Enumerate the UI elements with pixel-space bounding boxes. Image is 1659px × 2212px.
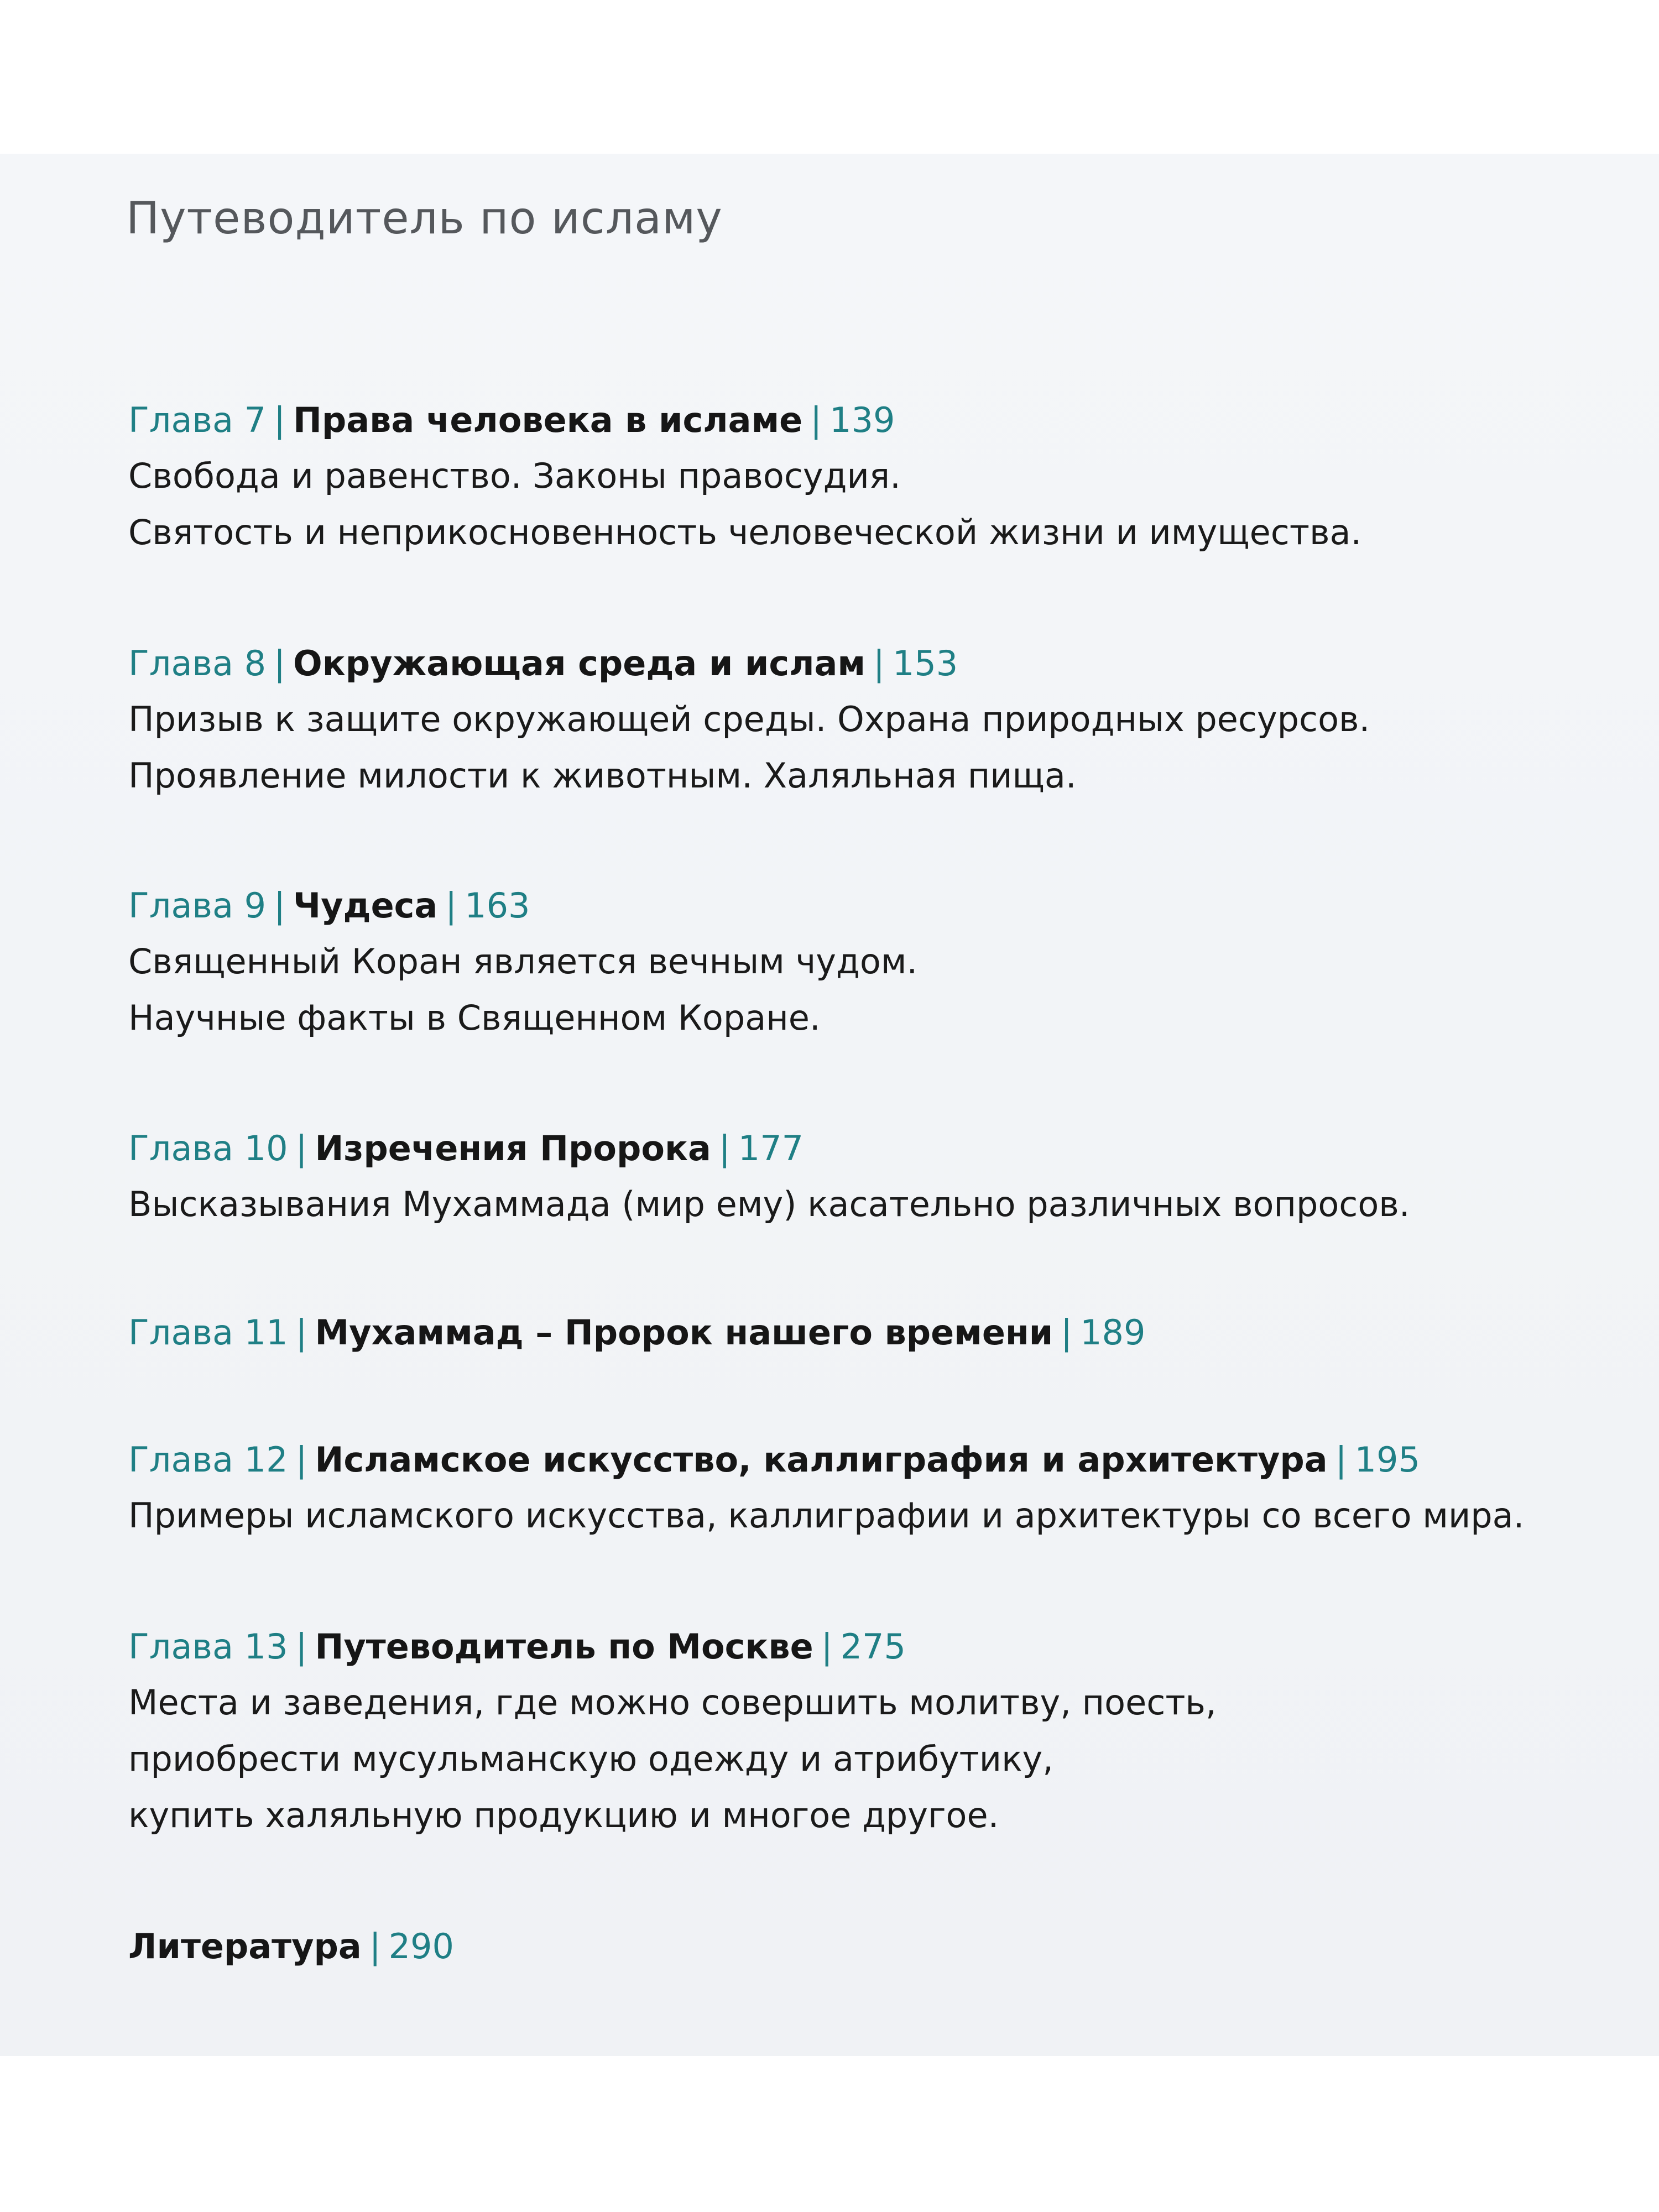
page-number: 163 — [465, 885, 530, 926]
toc-entry-literature — [128, 1919, 1566, 1974]
separator: | — [274, 400, 286, 440]
toc-entry-chapter-7 — [128, 393, 1566, 561]
toc-entry-chapter-12 — [128, 1432, 1566, 1544]
toc-heading — [128, 1305, 1566, 1360]
toc-heading — [128, 1919, 1566, 1974]
page-number: 290 — [388, 1926, 454, 1966]
chapter-title: Мухаммад – Пророк нашего времени — [315, 1312, 1053, 1353]
toc-heading — [128, 1619, 1566, 1674]
chapter-label: Глава 11 — [128, 1312, 288, 1353]
chapter-description-line: Призыв к защите окружающей среды. Охрана природных ресурсов. — [128, 699, 1370, 739]
page-number: 275 — [840, 1626, 906, 1667]
toc-entry-chapter-13 — [128, 1619, 1566, 1844]
separator: | — [274, 643, 286, 684]
chapter-label: Глава 8 — [128, 643, 267, 684]
chapter-label: Глава 7 — [128, 400, 267, 440]
toc-entry-chapter-8 — [128, 636, 1566, 804]
separator: | — [821, 1626, 833, 1667]
separator: | — [295, 1439, 307, 1480]
chapter-title: Путеводитель по Москве — [315, 1626, 813, 1667]
separator: | — [873, 643, 885, 684]
running-title: Путеводитель по исламу — [126, 192, 723, 244]
page-number: 153 — [892, 643, 958, 684]
toc-entry-chapter-10 — [128, 1121, 1566, 1233]
chapter-label: Глава 9 — [128, 885, 267, 926]
chapter-description-line: Свобода и равенство. Законы правосудия. — [128, 456, 901, 496]
chapter-description-line: приобрести мусульманскую одежду и атрибутику, — [128, 1739, 1053, 1779]
toc-entry-chapter-9 — [128, 878, 1566, 1046]
toc-heading — [128, 393, 1566, 448]
chapter-description-line: Проявление милости к животным. Халяльная пища. — [128, 755, 1077, 796]
separator: | — [1335, 1439, 1347, 1480]
separator: | — [369, 1926, 381, 1966]
chapter-description-line: купить халяльную продукцию и многое другое. — [128, 1795, 999, 1835]
chapter-description-line: Священный Коран является вечным чудом. — [128, 941, 918, 982]
chapter-description-line: Научные факты в Священном Коране. — [128, 998, 821, 1038]
chapter-title: Чудеса — [293, 885, 438, 926]
separator: | — [295, 1128, 307, 1168]
toc-heading — [128, 1432, 1566, 1488]
toc-heading — [128, 636, 1566, 691]
toc-heading — [128, 1121, 1566, 1176]
chapter-title: Изречения Пророка — [315, 1128, 711, 1168]
separator: | — [718, 1128, 731, 1168]
chapter-description-line: Примеры исламского искусства, каллиграфии и архитектуры со всего мира. — [128, 1495, 1525, 1536]
chapter-label: Глава 13 — [128, 1626, 288, 1667]
chapter-description-line: Места и заведения, где можно совершить молитву, поесть, — [128, 1682, 1217, 1723]
page-number: 139 — [830, 400, 895, 440]
chapter-title: Исламское искусство, каллиграфия и архитектура — [315, 1439, 1328, 1480]
separator: | — [1061, 1312, 1073, 1353]
chapter-title: Права человека в исламе — [293, 400, 803, 440]
chapter-label: Глава 10 — [128, 1128, 288, 1168]
page-number: 195 — [1354, 1439, 1420, 1480]
toc-entry-chapter-11 — [128, 1305, 1566, 1360]
toc-heading — [128, 878, 1566, 933]
separator: | — [810, 400, 822, 440]
chapter-description-line: Святость и неприкосновенность человеческой жизни и имущества. — [128, 512, 1362, 552]
separator: | — [295, 1312, 307, 1353]
chapter-label: Глава 12 — [128, 1439, 288, 1480]
separator: | — [295, 1626, 307, 1667]
separator: | — [445, 885, 457, 926]
literature-title: Литература — [128, 1926, 362, 1966]
chapter-title: Окружающая среда и ислам — [293, 643, 866, 684]
page-number: 189 — [1080, 1312, 1146, 1353]
chapter-description-line: Высказывания Мухаммада (мир ему) касательно различных вопросов. — [128, 1184, 1410, 1224]
page-number: 177 — [738, 1128, 804, 1168]
separator: | — [274, 885, 286, 926]
